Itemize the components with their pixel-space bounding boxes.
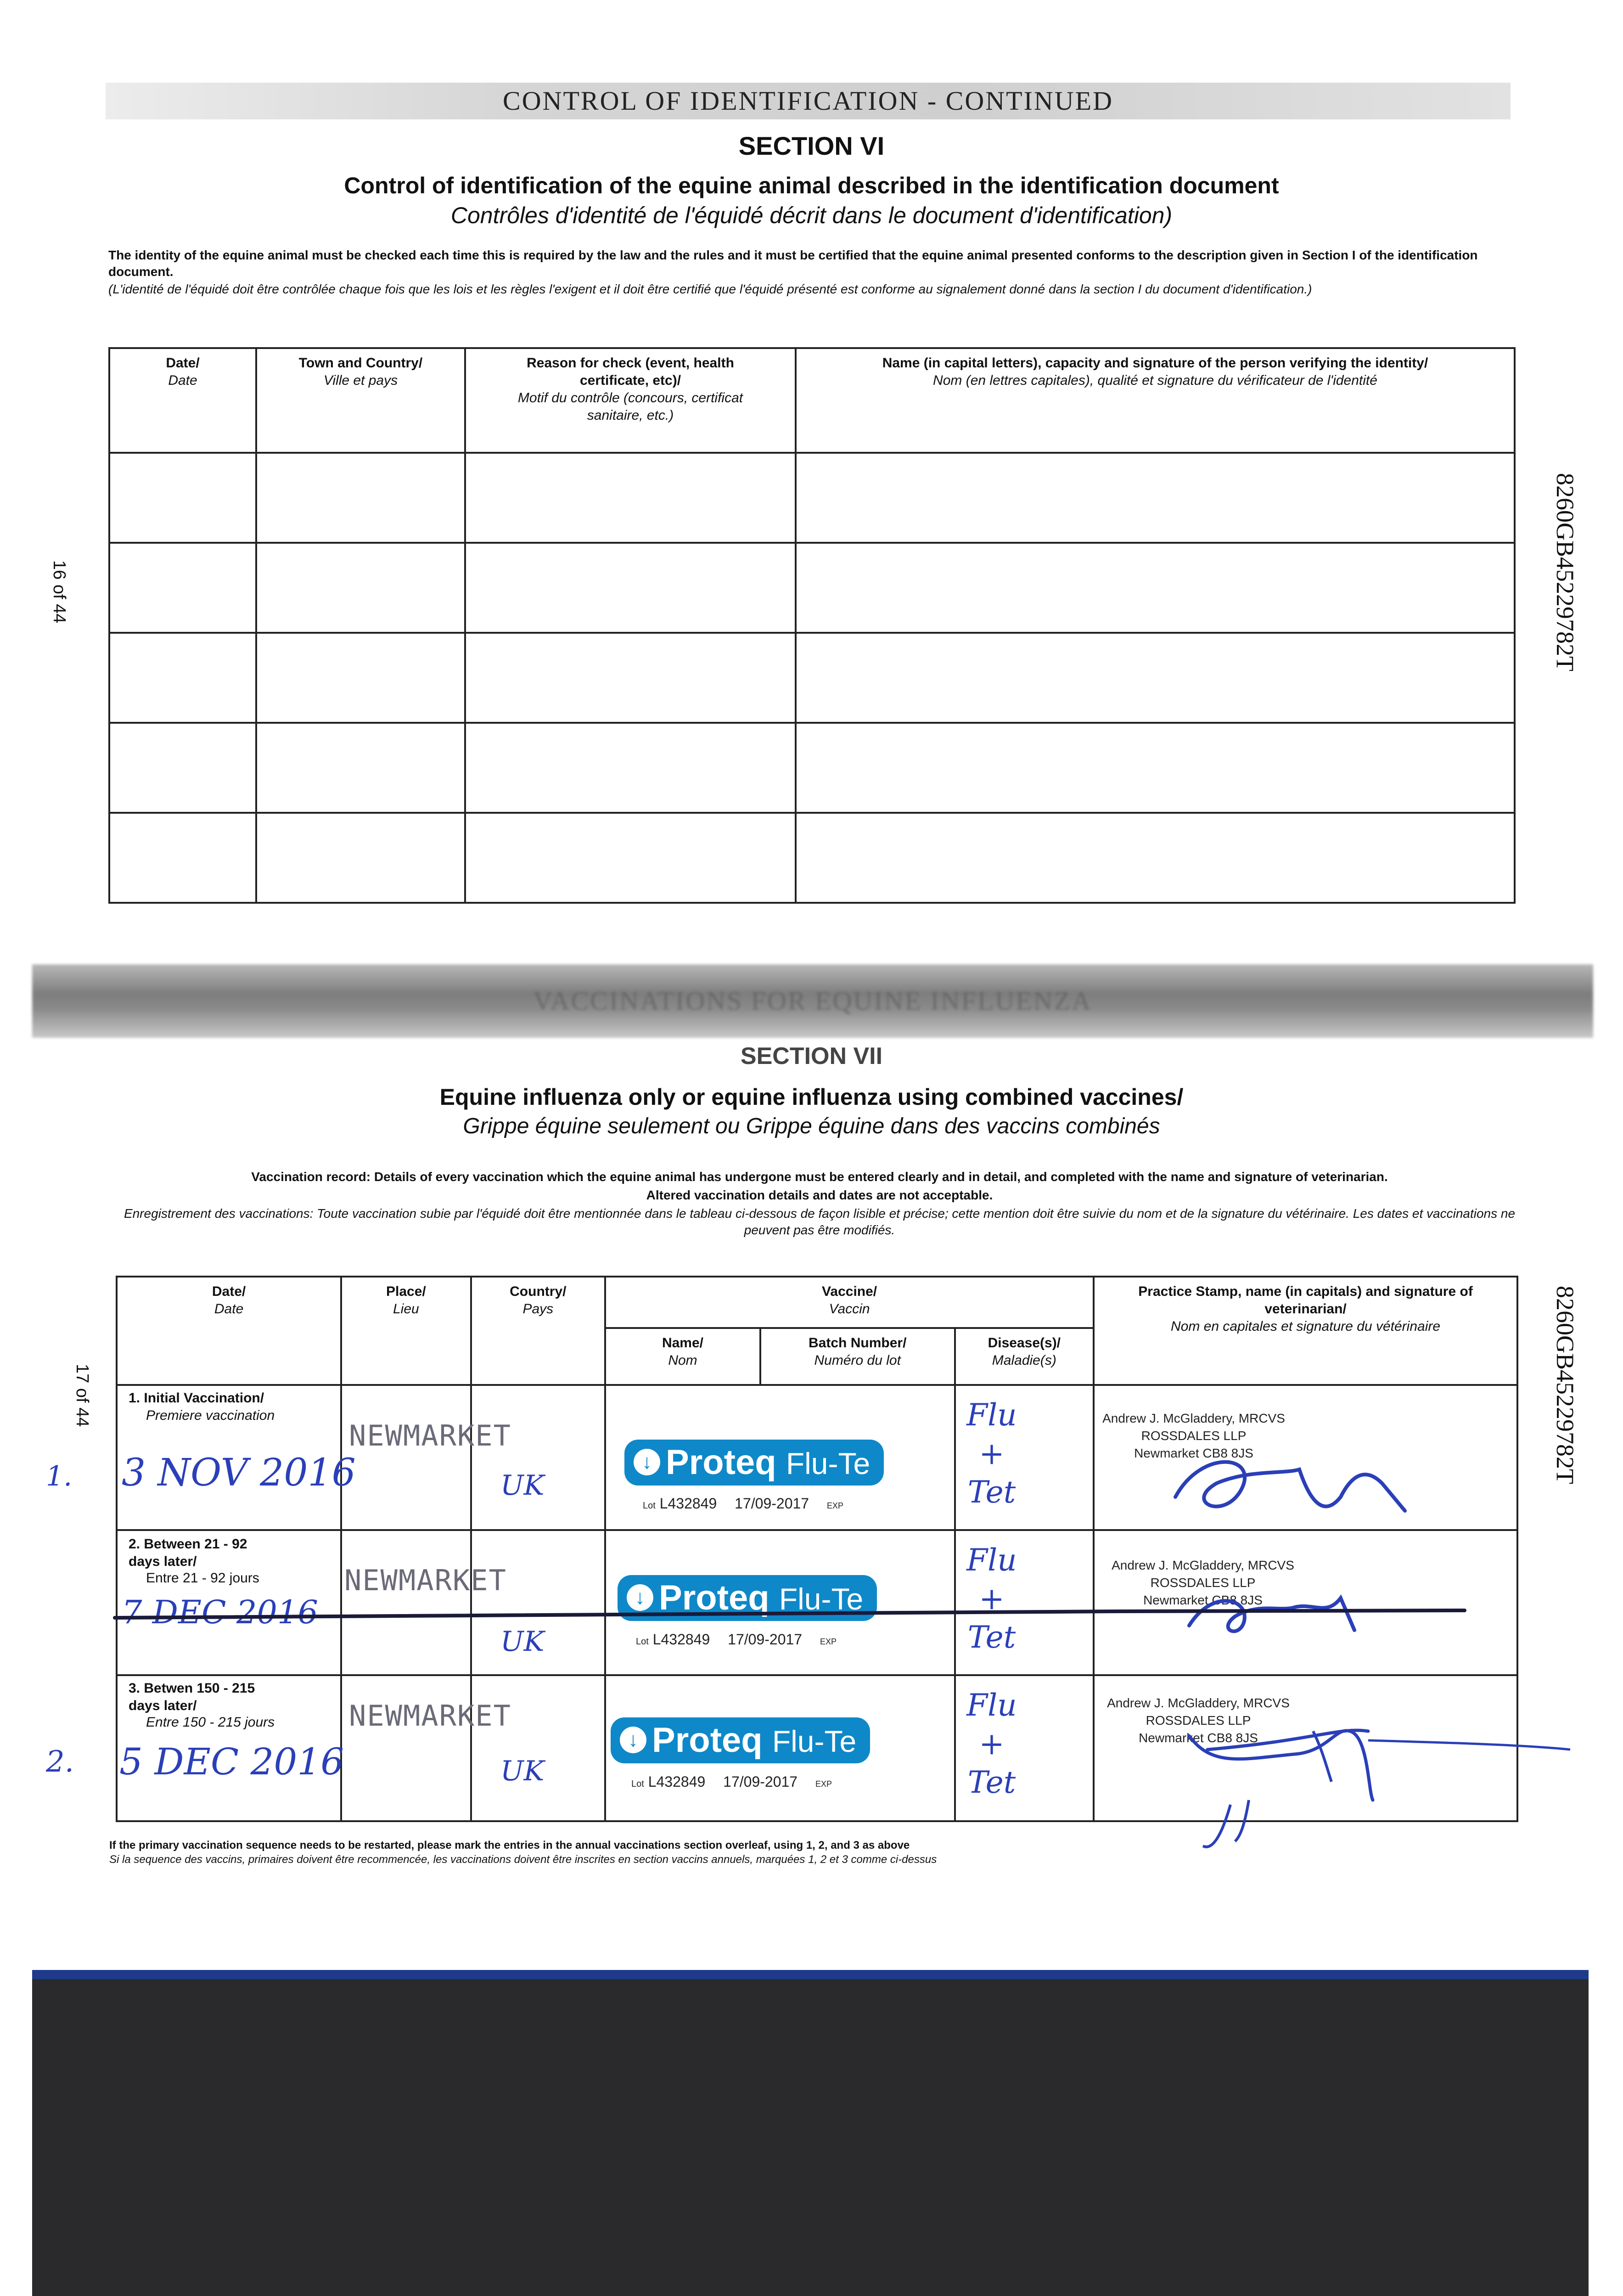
row1-vet-name: Andrew J. McGladdery, MRCVS (1102, 1411, 1285, 1425)
row2-lot: L432849 (652, 1631, 710, 1648)
cell-country-1[interactable] (471, 1385, 605, 1530)
row3-vet-address: Newmarket CB8 8JS (1139, 1731, 1258, 1745)
cell-country-3[interactable] (471, 1675, 605, 1821)
cell[interactable] (465, 633, 796, 723)
col-verifier (796, 348, 1515, 453)
cell[interactable] (256, 723, 465, 813)
row3-vaccine-name: Flu-Te (772, 1724, 857, 1758)
vcol-name-en: Name/ (662, 1335, 703, 1351)
table-row (109, 633, 1515, 723)
row3-date: 5 DEC 2016 (119, 1740, 344, 1783)
row2-lot-line (636, 1631, 837, 1648)
row3-vet-practice: ROSSDALES LLP (1146, 1713, 1251, 1728)
vcol-disease-fr: Maladie(s) (992, 1353, 1056, 1368)
row1-signature (1148, 1428, 1432, 1529)
footnote-en: If the primary vaccination sequence needs to be restarted, please mark the entries in the annual vaccinations section overleaf, using 1, 2, and 3 as above (109, 1839, 910, 1851)
cell[interactable] (256, 633, 465, 723)
page-label-16: 16 of 44 (50, 560, 69, 624)
row1-vaccine-logo (624, 1440, 884, 1486)
cell[interactable] (109, 633, 256, 723)
row3-margin-mark: 2. (46, 1745, 74, 1779)
vcol-date (117, 1277, 341, 1385)
col-date-fr: Date (168, 373, 197, 388)
vcol-country-en: Country/ (510, 1284, 567, 1299)
cell[interactable] (109, 453, 256, 543)
row3-lot-prefix: Lot (631, 1779, 644, 1789)
row1-exp-label: EXP (826, 1501, 844, 1510)
section6-title-en: Control of identification of the equine animal described in the identification document (344, 173, 1279, 198)
col-verifier-fr: Nom (en lettres capitales), qualité et signature du vérificateur de l'identité (933, 373, 1377, 388)
row3-disease-line1: Flu (966, 1688, 1017, 1723)
identity-check-table (108, 347, 1516, 904)
footnote-fr: Si la sequence des vaccins, primaires doivent être recommencée, les vaccinations doivent être inscrites en section vaccins annuels, marquées 1, 2 et 3 comme ci-dessus (109, 1853, 937, 1866)
row2-vet-name: Andrew J. McGladdery, MRCVS (1112, 1558, 1294, 1572)
col-reason-en: Reason for check (event, health certificate, etc)/ (527, 355, 734, 388)
row2-lot-prefix: Lot (636, 1637, 649, 1647)
col-reason-fr: Motif du contrôle (concours, certificat sanitaire, etc.) (517, 390, 743, 423)
section7-title-en: Equine influenza only or equine influenza using combined vaccines/ (439, 1084, 1184, 1110)
vaccine-mark-icon: ↓ (620, 1727, 646, 1753)
row2-vet-practice: ROSSDALES LLP (1150, 1576, 1256, 1590)
row2-country: UK (500, 1626, 545, 1658)
vcol-vaccine (605, 1277, 1094, 1328)
row3-place: NEWMARKET (349, 1699, 511, 1733)
section7-instructions-en2: Altered vaccination details and dates are not acceptable. (646, 1188, 993, 1202)
cell[interactable] (109, 543, 256, 633)
cell[interactable] (465, 543, 796, 633)
section6-instructions-fr: (L'identité de l'équidé doit être contrôlée chaque fois que les lois et les règles l'exigent et il doit être certifié que l'équidé présenté est conforme au signalement donné dans la section I du document d'identification.) (108, 282, 1312, 296)
vcol-date-en: Date/ (212, 1284, 246, 1299)
row2-date: 7 DEC 2016 (122, 1593, 318, 1631)
table-row (109, 723, 1515, 813)
row1-margin-mark: 1. (46, 1460, 73, 1492)
cell[interactable] (256, 453, 465, 543)
row3-lot-line (631, 1773, 832, 1790)
row3-vaccine-logo (611, 1717, 870, 1763)
vaccine-mark-icon: ↓ (634, 1449, 660, 1475)
row2-vet-address: Newmarket CB8 8JS (1143, 1593, 1263, 1607)
row1-disease-line2: + (979, 1436, 1005, 1471)
vcol-stamp-fr: Nom en capitales et signature du vétérinaire (1171, 1319, 1441, 1334)
vcol-batch-fr: Numéro du lot (814, 1353, 901, 1368)
row2-disease (937, 1541, 1047, 1657)
cell[interactable] (109, 723, 256, 813)
row1-vaccine-brand: Proteq (666, 1443, 776, 1482)
section6-banner (106, 83, 1511, 119)
row1-country: UK (500, 1469, 545, 1502)
row3-label-en: 3. Betwen 150 - 215 days later/ (129, 1681, 255, 1713)
row2-strikethrough (110, 1605, 1469, 1623)
row2-exp-label: EXP (820, 1637, 837, 1646)
col-town (256, 348, 465, 453)
row1-disease (937, 1396, 1047, 1512)
row1-vet-practice: ROSSDALES LLP (1141, 1429, 1247, 1443)
vcol-place-en: Place/ (386, 1284, 426, 1299)
row2-exp: 17/09-2017 (728, 1631, 803, 1648)
row2-place: NEWMARKET (344, 1564, 507, 1597)
col-reason (465, 348, 796, 453)
vcol-place-fr: Lieu (393, 1301, 419, 1317)
row1-place: NEWMARKET (349, 1419, 511, 1452)
row1-disease-line3: Tet (967, 1474, 1016, 1510)
row3-signature (1175, 1699, 1579, 1855)
col-town-en: Town and Country/ (298, 355, 423, 371)
row2-disease-line3: Tet (967, 1620, 1016, 1655)
section6-label: SECTION VI (738, 131, 885, 160)
vcol-country (471, 1277, 605, 1385)
vcol-date-fr: Date (214, 1301, 244, 1317)
section7-banner (32, 964, 1593, 1038)
section6-instructions-en: The identity of the equine animal must be checked each time this is required by the law and the rules and it must be certified that the equine animal presented conforms to the description given in Section I of the identification document. (108, 248, 1478, 279)
cell[interactable] (256, 543, 465, 633)
cell-place-3[interactable] (341, 1675, 471, 1821)
vcol-batch (760, 1328, 955, 1385)
row2-label-fr: Entre 21 - 92 jours (146, 1570, 259, 1586)
page-label-17: 17 of 44 (73, 1364, 92, 1427)
vcol-place (341, 1277, 471, 1385)
cell-place-2[interactable] (341, 1530, 471, 1675)
vcol-name-fr: Nom (668, 1353, 697, 1368)
section7-instructions-en: Vaccination record: Details of every vaccination which the equine animal has undergone must be entered clearly and in detail, and completed with the name and signature of veterinarian. (251, 1170, 1388, 1184)
row3-disease-line3: Tet (967, 1765, 1016, 1800)
col-verifier-en: Name (in capital letters), capacity and signature of the person verifying the identity/ (882, 355, 1428, 371)
row2-disease-line2: + (979, 1581, 1005, 1616)
col-date-en: Date/ (166, 355, 200, 371)
section7-banner-text: VACCINATIONS FOR EQUINE INFLUENZA (533, 986, 1092, 1016)
row2-label-en: 2. Between 21 - 92 days later/ (129, 1536, 247, 1569)
vaccine-mark-icon: ↓ (627, 1584, 653, 1611)
table-row (109, 543, 1515, 633)
row2-disease-line1: Flu (966, 1542, 1017, 1578)
cell[interactable] (796, 723, 1515, 813)
row1-label-fr: Premiere vaccination (146, 1408, 275, 1423)
row3-country: UK (500, 1755, 545, 1787)
row2-vaccine-name: Flu-Te (779, 1582, 864, 1616)
table-row (109, 813, 1515, 903)
vcol-vaccine-fr: Vaccin (829, 1301, 870, 1317)
row1-lot-line (643, 1495, 843, 1512)
row1-lot-prefix: Lot (643, 1501, 656, 1511)
row1-disease-line1: Flu (966, 1397, 1017, 1433)
row3-disease (937, 1686, 1047, 1802)
cell[interactable] (109, 813, 256, 903)
vcol-stamp (1094, 1277, 1517, 1385)
bottom-dark-band (32, 1979, 1589, 2296)
col-date (109, 348, 256, 453)
section7-label: SECTION VII (740, 1043, 883, 1069)
row3-lot: L432849 (648, 1773, 706, 1790)
row1-vaccine-name: Flu-Te (786, 1446, 870, 1480)
vcol-name (605, 1328, 760, 1385)
cell[interactable] (256, 813, 465, 903)
row3-exp: 17/09-2017 (723, 1773, 798, 1790)
cell[interactable] (465, 723, 796, 813)
cell[interactable] (465, 813, 796, 903)
row3-label-fr: Entre 150 - 215 jours (146, 1715, 275, 1730)
cell-place-1[interactable] (341, 1385, 471, 1530)
section7-instructions-fr: Enregistrement des vaccinations: Toute vaccination subie par l'équidé doit être mentionnée dans le tableau ci-dessous de façon lisible et précise; cette mention doit être suivie du nom et de la signature du vétérinaire. Les dates et vaccinations ne peuvent pas être modifiés. (124, 1206, 1516, 1237)
row3-exp-label: EXP (815, 1779, 832, 1789)
section6-title-fr: Contrôles d'identité de l'équidé décrit dans le document d'identification) (450, 203, 1173, 228)
section6-banner-text: CONTROL OF IDENTIFICATION - CONTINUED (503, 86, 1113, 116)
row3-vaccine-brand: Proteq (652, 1721, 763, 1760)
col-town-fr: Ville et pays (323, 373, 398, 388)
row1-exp: 17/09-2017 (735, 1495, 809, 1512)
cell[interactable] (465, 453, 796, 543)
row2-vaccine-brand: Proteq (659, 1578, 769, 1617)
row1-label-en: 1. Initial Vaccination/ (129, 1390, 264, 1406)
table-row (109, 453, 1515, 543)
side-code-section7: 8260GB45229782T (1551, 1286, 1579, 1484)
cell[interactable] (796, 813, 1515, 903)
vcol-stamp-en: Practice Stamp, name (in capitals) and signature of veterinarian/ (1138, 1284, 1473, 1317)
row3-disease-line2: + (979, 1726, 1005, 1761)
cell[interactable] (796, 543, 1515, 633)
row1-lot: L432849 (659, 1495, 717, 1512)
side-code-section6: 8260GB45229782T (1551, 473, 1579, 671)
row1-vet-address: Newmarket CB8 8JS (1134, 1446, 1253, 1460)
vcol-vaccine-en: Vaccine/ (822, 1284, 877, 1299)
vcol-country-fr: Pays (522, 1301, 554, 1317)
vcol-disease (955, 1328, 1094, 1385)
vcol-batch-en: Batch Number/ (809, 1335, 907, 1351)
cell[interactable] (796, 453, 1515, 543)
vcol-disease-en: Disease(s)/ (988, 1335, 1061, 1351)
row3-vet-name: Andrew J. McGladdery, MRCVS (1107, 1696, 1290, 1710)
section7-title-fr: Grippe équine seulement ou Grippe équine dans des vaccins combinés (463, 1114, 1160, 1138)
row1-date: 3 NOV 2016 (122, 1451, 356, 1495)
cell[interactable] (796, 633, 1515, 723)
